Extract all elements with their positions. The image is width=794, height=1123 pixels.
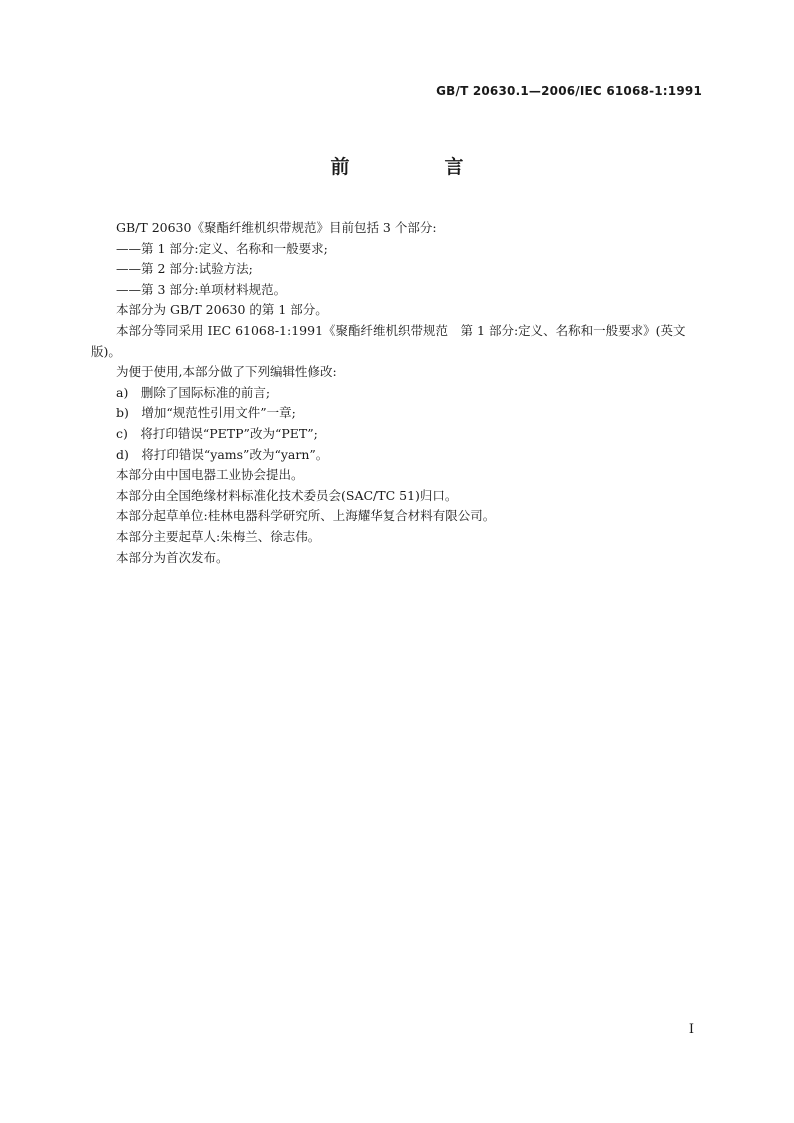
paragraph-drafters: 本部分主要起草人:朱梅兰、徐志伟。: [116, 528, 321, 544]
paragraph-centralized-by: 本部分由全国绝缘材料标准化技术委员会(SAC/TC 51)归口。: [116, 487, 458, 503]
list-item-edit-d: d) 将打印错误“yams”改为“yarn”。: [116, 446, 329, 462]
paragraph-drafting-units: 本部分起草单位:桂林电器科学研究所、上海耀华复合材料有限公司。: [116, 508, 496, 524]
list-item-part-1: ——第 1 部分:定义、名称和一般要求;: [116, 240, 328, 256]
page-number: I: [688, 1022, 694, 1037]
foreword-body: [91, 218, 707, 568]
list-item-edit-a: a) 删除了国际标准的前言;: [116, 384, 271, 400]
paragraph-this-part: 本部分为 GB/T 20630 的第 1 部分。: [116, 302, 328, 318]
paragraph-adoption: 本部分等同采用 IEC 61068-1:1991《聚酯纤维机织带规范 第 1 部分:定义、名称和一般要求》(英文版)。: [91, 322, 686, 359]
list-item-edit-b: b) 增加“规范性引用文件”一章;: [116, 405, 296, 421]
paragraph-edits-intro: 为便于使用,本部分做了下列编辑性修改:: [116, 364, 337, 380]
page-title: 前 言: [330, 156, 502, 178]
standard-code: GB/T 20630.1—2006/IEC 61068-1:1991: [436, 84, 702, 98]
list-item-part-3: ——第 3 部分:单项材料规范。: [116, 281, 287, 297]
paragraph-parts-intro: GB/T 20630《聚酯纤维机织带规范》目前包括 3 个部分:: [116, 220, 437, 235]
list-item-part-2: ——第 2 部分:试验方法;: [116, 261, 253, 277]
paragraph-first-release: 本部分为首次发布。: [116, 549, 229, 565]
paragraph-proposed-by: 本部分由中国电器工业协会提出。: [116, 467, 304, 483]
list-item-edit-c: c) 将打印错误“PETP”改为“PET”;: [116, 425, 318, 441]
